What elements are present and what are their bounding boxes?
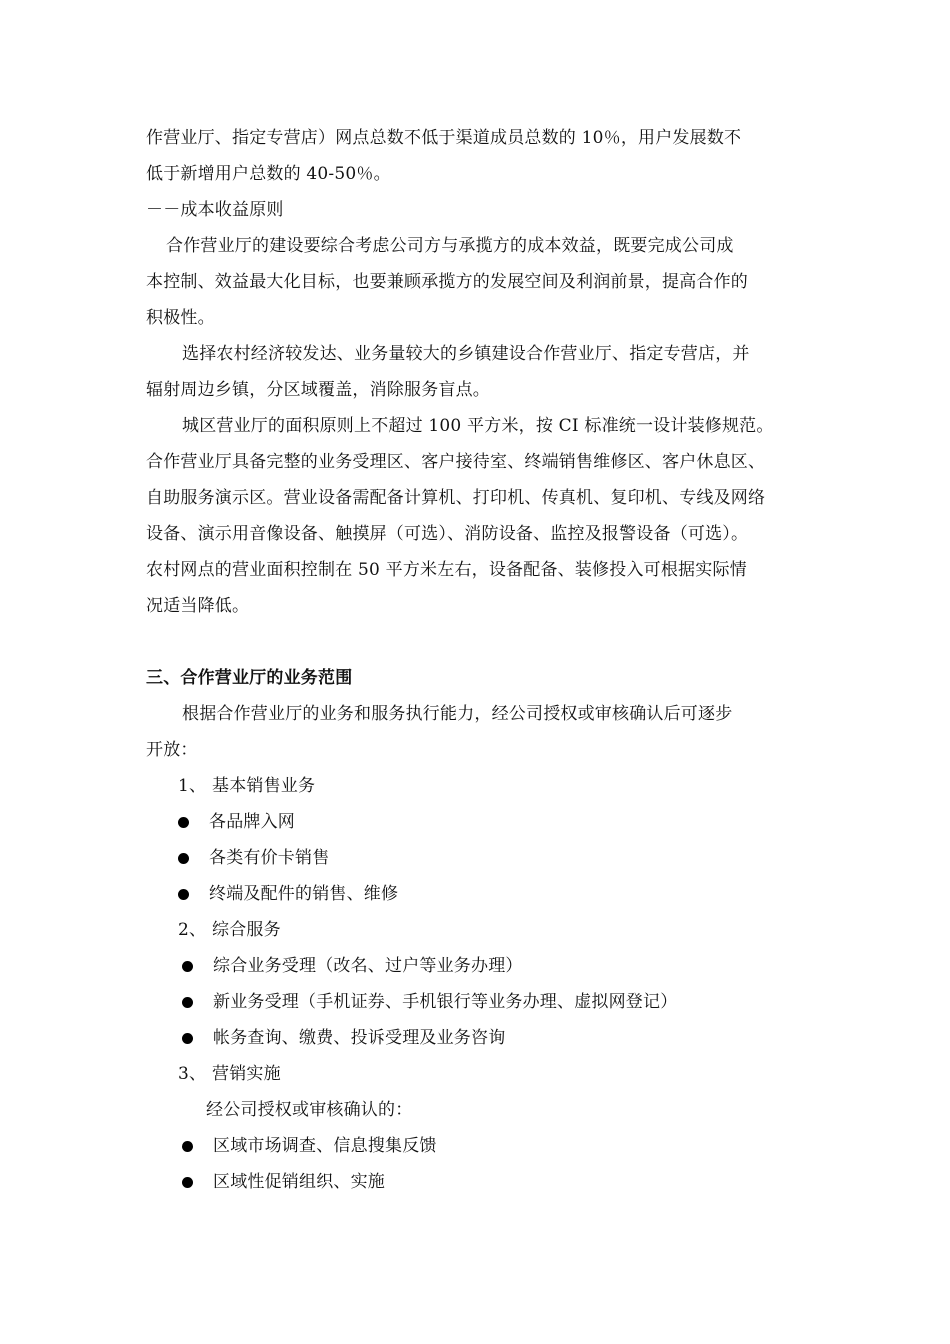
item-number: 2、 xyxy=(178,920,207,940)
bullet-dot-icon xyxy=(182,1033,193,1044)
numbered-item xyxy=(178,1063,281,1085)
paragraph-line: 低于新增用户总数的 40-50％。 xyxy=(146,164,391,184)
paragraph-line: 合作营业厅具备完整的业务受理区、客户接待室、终端销售维修区、客户休息区、 xyxy=(146,452,766,472)
section-heading: 三、合作营业厅的业务范围 xyxy=(146,668,353,688)
item-title: 营销实施 xyxy=(212,1064,281,1084)
bullet-text: 帐务查询、缴费、投诉受理及业务咨询 xyxy=(213,1028,506,1048)
bullet-dot-icon xyxy=(182,1177,193,1188)
bullet-item xyxy=(182,991,677,1013)
bullet-text: 区域市场调查、信息搜集反馈 xyxy=(213,1136,437,1156)
item-number: 3、 xyxy=(178,1064,207,1084)
bullet-dot-icon xyxy=(178,889,189,900)
bullet-text: 各品牌入网 xyxy=(209,812,295,832)
bullet-item xyxy=(178,847,329,869)
principle-title: －－成本收益原则 xyxy=(146,200,284,220)
bullet-item xyxy=(182,1027,505,1049)
paragraph-line: 况适当降低。 xyxy=(146,596,250,616)
bullet-dot-icon xyxy=(182,961,193,972)
paragraph-line: 农村网点的营业面积控制在 50 平方米左右，设备配备、装修投入可根据实际情 xyxy=(146,560,747,580)
paragraph-line: 经公司授权或审核确认的： xyxy=(206,1100,413,1120)
numbered-item xyxy=(178,919,281,941)
numbered-item xyxy=(178,775,315,797)
paragraph-line: 选择农村经济较发达、业务量较大的乡镇建设合作营业厅、指定专营店，并 xyxy=(182,344,750,364)
bullet-text: 新业务受理（手机证券、手机银行等业务办理、虚拟网登记） xyxy=(213,992,678,1012)
paragraph-line: 城区营业厅的面积原则上不超过 100 平方米，按 CI 标准统一设计装修规范。 xyxy=(182,416,774,436)
bullet-item xyxy=(178,811,295,833)
bullet-item xyxy=(182,1135,437,1157)
paragraph-line: 设备、演示用音像设备、触摸屏（可选）、消防设备、监控及报警设备（可选）。 xyxy=(146,524,749,544)
bullet-text: 综合业务受理（改名、过户等业务办理） xyxy=(213,956,523,976)
paragraph-line: 开放： xyxy=(146,740,198,760)
bullet-text: 区域性促销组织、实施 xyxy=(213,1172,385,1192)
item-title: 综合服务 xyxy=(212,920,281,940)
bullet-dot-icon xyxy=(178,853,189,864)
bullet-dot-icon xyxy=(178,817,189,828)
paragraph-line: 辐射周边乡镇，分区域覆盖，消除服务盲点。 xyxy=(146,380,490,400)
item-title: 基本销售业务 xyxy=(212,776,316,796)
paragraph-line: 根据合作营业厅的业务和服务执行能力，经公司授权或审核确认后可逐步 xyxy=(182,704,733,724)
bullet-text: 终端及配件的销售、维修 xyxy=(209,884,399,904)
paragraph-line: 作营业厅、指定专营店）网点总数不低于渠道成员总数的 10％，用户发展数不 xyxy=(146,128,742,148)
item-number: 1、 xyxy=(178,776,207,796)
paragraph-line: 合作营业厅的建设要综合考虑公司方与承揽方的成本效益，既要完成公司成 xyxy=(166,236,734,256)
bullet-item xyxy=(182,1171,385,1193)
paragraph-line: 自助服务演示区。营业设备需配备计算机、打印机、传真机、复印机、专线及网络 xyxy=(146,488,766,508)
paragraph-line: 积极性。 xyxy=(146,308,215,328)
paragraph-line: 本控制、效益最大化目标，也要兼顾承揽方的发展空间及利润前景，提高合作的 xyxy=(146,272,748,292)
bullet-dot-icon xyxy=(182,997,193,1008)
bullet-item xyxy=(178,883,398,905)
bullet-text: 各类有价卡销售 xyxy=(209,848,330,868)
bullet-item xyxy=(182,955,523,977)
bullet-dot-icon xyxy=(182,1141,193,1152)
